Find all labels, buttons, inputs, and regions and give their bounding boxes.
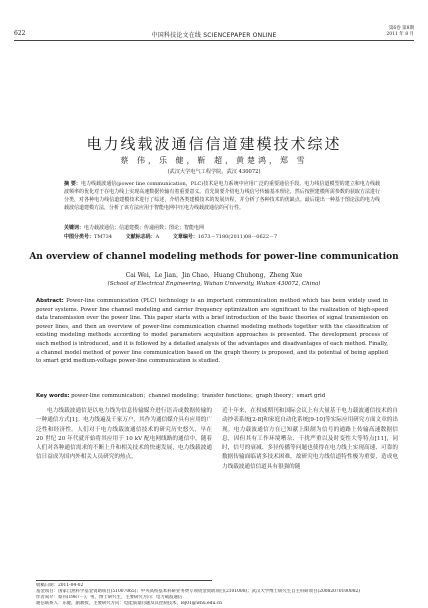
header-rule [14, 40, 414, 41]
english-abstract [36, 297, 388, 366]
body-column-left [36, 407, 212, 463]
document-code-label: 文献标志码： [125, 234, 156, 240]
english-keywords-text: power-line communication；channel modeling；transfer functions；graph theory；smart grid [71, 393, 326, 399]
english-title: An overview of channel modeling methods for power-line communication [29, 252, 399, 262]
footnotes [36, 583, 392, 607]
issue-date: 2011 年 8 月 [386, 32, 414, 37]
issue-info [386, 26, 414, 38]
page-number: 622 [14, 30, 26, 37]
chinese-affiliation: (武汉大学电气工程学院，武汉 430072) [167, 169, 261, 175]
chinese-keywords-label: 关键词： [64, 225, 85, 231]
article-number-value: 1673－7180(2011)08－0622－7 [197, 234, 278, 240]
english-affiliation: (School of Electrical Engineering, Wuhan University, Wuhan 430072, China) [107, 281, 321, 287]
footnote-author-bio: 作者简介：蔡伟(1987－)，男，博士研究生，主要研究方向：电力载波通信 [36, 595, 183, 601]
body-paragraph: 电力线载波通信是以电力线为信息传输媒介进行语音或数据传输的一种通信方式[1]。电力线遍及千家万户，其作为通信媒介具有应用的广泛性和经济性。人们对于电力线载波通信技术的研究历史悠久，早在 20 世纪 20 年代就开始将其应用于 10 kV 配电网线路的通信中，随着人们对各种通信需求的不断上升和相关技术的快速发展，电力线载波通信日益成为国内外相关人员研究的热点。 [36, 408, 212, 461]
footnote-fund: 基金项目：国家自然科学基金资助项目(51007065)；中央高校基本科研业务费专项资金资助项目(2101008)；武汉大学博士研究生自主科研项目(20082070100082) [36, 589, 360, 595]
footnote-rule [36, 580, 212, 581]
body-paragraph: 近十年来，在权威期刊和国际会议上有大量基于电力载波通信技术的自动抄表系统[2-8]和家庭自动化系统[9-10]等实际应用研究方面文章的出现。电力载波通信方在已知献上限制为信号的通路上传输高速数据信息，因但其有工作环境嘈杂、干扰严重以及时变性大等特点[11]，同时，信号的衰减、多径传播等问题也使得在电力线上实现高速、可靠的数据传输面临诸多技术困难，故研究电力线信道特性极为重要，造成电力线载波通信信道具有很强的随 [222, 408, 398, 470]
clc-value: TM734 [94, 234, 113, 240]
journal-name: 中国科技论文在线 SCIENCEPAPER ONLINE [151, 32, 277, 39]
footnote-contact: 通信联系人：乐健，副教授，主要研究方向：电能质量问题及其控制技术，lej01@whu.edu.cn [36, 601, 222, 607]
article-number-label: 文章编号： [172, 234, 198, 240]
chinese-keywords-text: 电力载波通信；信道建模；传递函数；图论；智能电网 [84, 225, 205, 231]
english-keywords [36, 392, 388, 401]
clc-label: 中图分类号： [64, 234, 95, 240]
document-code [126, 233, 160, 241]
chinese-abstract-label: 摘 要： [64, 181, 81, 187]
chinese-abstract [64, 180, 380, 212]
chinese-authors: 蔡 伟，乐 健，靳 超，黄楚鸿，郑 雪 [120, 156, 308, 165]
chinese-title: 电力线载波通信信道建模技术综述 [86, 135, 342, 153]
english-abstract-label: Abstract: [36, 298, 64, 304]
chinese-keywords [64, 224, 380, 232]
footnote-received: 收稿日期：2011-04-02 [36, 583, 84, 588]
chinese-abstract-text: 电力线载波通信(power line communication，PLC)技术是电力系统中应用广泛的重要通信手段。电力线信道模型的建立和电力线载波频率的优化对于在电力线上实现高速数据传输有着重要意义。首先简要介绍电力线信号传输基本理论，然后按照建模所需参数的获取方法进行分类，对各种电力线信道建模技术进行了综述，介绍各类建模技术的发展历程，并分析了各种技术的优缺点。最后提出一种基于图论法的电力线载波信道建模方法，分析了该方法应用于智能电网中压电力线载波通信的可行性。 [64, 181, 381, 211]
clc-number [64, 233, 112, 241]
volume-issue: 第6卷 第8期 [388, 26, 414, 31]
english-keywords-label: Key words: [36, 393, 70, 399]
english-authors: Cai Wei，Le Jian，Jin Chao，Huang Chuhong，Zheng Xue [125, 272, 303, 279]
document-code-value: A [155, 234, 160, 240]
english-abstract-text: Power-line communication (PLC) technology is an important communication method which has been widely used in power systems. Power line channel modeling and carrier frequency optimization are significant to the realization of high-speed data transmission over the power line. This paper starts with a brief introduction of the basic theories of signal transmission on power lines, and then an overview of power-line communication channel modeling methods together with the classification of existing modeling methods according to model parameters acquisition approaches is presented. The development process of each method is introduced, and it is followed by a detailed analysis of the advantages and disadvantages of each method. Finally, a channel model method of power line communication based on the graph theory is proposed, and its potential of being applied to smart grid medium-voltage power-line communication is studied. [36, 298, 388, 365]
body-column-right [222, 407, 398, 472]
classification-row [64, 233, 380, 241]
article-number [173, 233, 277, 241]
